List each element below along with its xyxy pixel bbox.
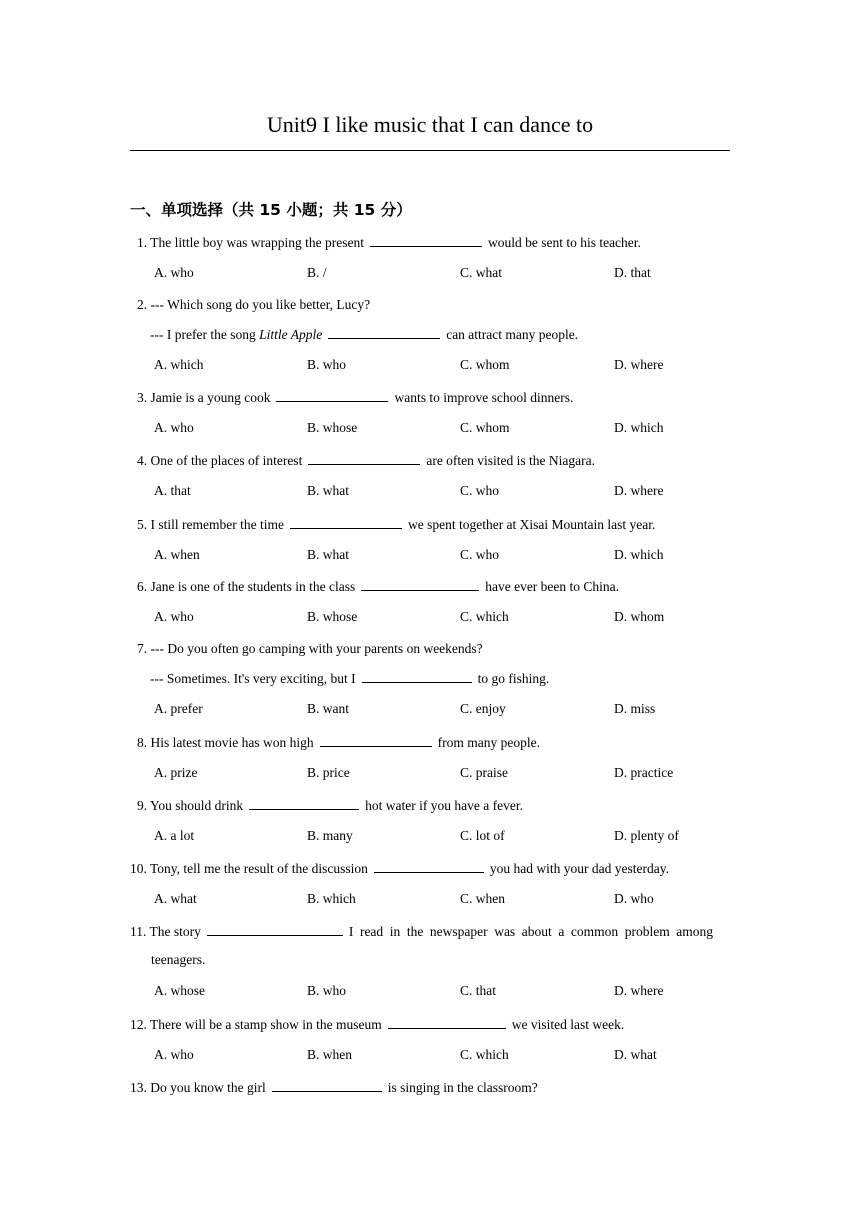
stem-before-blank: 11. The story [130, 924, 201, 939]
page-title: Unit9 I like music that I can dance to [266, 112, 594, 137]
question-stem [137, 234, 641, 251]
stem-after-blank: wants to improve school dinners. [394, 390, 574, 405]
stem-before-blank: 1. The little boy was wrapping the present [137, 235, 364, 250]
question-stem [137, 734, 540, 751]
option-a[interactable]: A. what [154, 891, 197, 906]
option-b[interactable]: B. / [307, 265, 327, 280]
question-stem [137, 516, 655, 533]
question-stem [137, 797, 523, 814]
stem-after-blank: you had with your dad yesterday. [489, 861, 669, 876]
stem-before-blank: 5. I still remember the time [137, 517, 284, 532]
option-c[interactable]: C. which [460, 1047, 509, 1062]
answer-blank[interactable] [320, 734, 432, 747]
option-a[interactable]: A. who [154, 420, 194, 435]
option-b[interactable]: B. price [307, 765, 350, 780]
option-c[interactable]: C. whom [460, 357, 510, 372]
stem-after-blank: can attract many people. [446, 327, 579, 342]
question-stem [150, 326, 578, 343]
option-d[interactable]: D. which [614, 547, 664, 562]
option-a[interactable]: A. which [154, 357, 204, 372]
stem-before-blank: 6. Jane is one of the students in the class [137, 579, 356, 594]
stem-before-blank: 8. His latest movie has won high [137, 735, 314, 750]
option-c[interactable]: C. what [460, 265, 502, 280]
option-b[interactable]: B. which [307, 891, 356, 906]
option-c[interactable]: C. when [460, 891, 505, 906]
question-stem [130, 860, 669, 877]
stem-before-blank: 10. Tony, tell me the result of the discussion [130, 861, 368, 876]
stem-after-blank: we visited last week. [511, 1017, 625, 1032]
option-a[interactable]: A. whose [154, 983, 205, 998]
option-b[interactable]: B. whose [307, 420, 358, 435]
question-stem [130, 1079, 538, 1096]
stem-before-blank: 9. You should drink [137, 798, 244, 813]
question-stem [130, 923, 731, 940]
option-d[interactable]: D. plenty of [614, 828, 679, 843]
option-a[interactable]: A. when [154, 547, 200, 562]
stem-after-blank: from many people. [437, 735, 540, 750]
option-c[interactable]: C. whom [460, 420, 510, 435]
answer-blank[interactable] [388, 1016, 506, 1029]
stem-after-blank: hot water if you have a fever. [365, 798, 523, 813]
answer-blank[interactable] [370, 234, 482, 247]
song-title: Little Apple [259, 327, 323, 342]
answer-blank[interactable] [272, 1079, 382, 1092]
option-a[interactable]: A. prefer [154, 701, 203, 716]
option-d[interactable]: D. practice [614, 765, 674, 780]
answer-blank[interactable] [207, 923, 343, 936]
question-prompt-line: 2. --- Which song do you like better, Lucy? [137, 297, 371, 312]
option-c[interactable]: C. which [460, 609, 509, 624]
stem-before-blank: 12. There will be a stamp show in the museum [130, 1017, 382, 1032]
option-d[interactable]: D. whom [614, 609, 665, 624]
stem-before-blank: 4. One of the places of interest [137, 453, 303, 468]
option-c[interactable]: C. who [460, 547, 500, 562]
option-d[interactable]: D. where [614, 357, 664, 372]
answer-blank[interactable] [276, 389, 388, 402]
option-a[interactable]: A. who [154, 265, 194, 280]
stem-after-blank: would be sent to his teacher. [487, 235, 641, 250]
option-a[interactable]: A. that [154, 483, 191, 498]
option-d[interactable]: D. that [614, 265, 651, 280]
option-c[interactable]: C. lot of [460, 828, 505, 843]
answer-blank[interactable] [290, 516, 402, 529]
option-c[interactable]: C. that [460, 983, 496, 998]
question-stem [137, 452, 595, 469]
stem-after-blank: is singing in the classroom? [387, 1080, 538, 1095]
stem-before-blank: 3. Jamie is a young cook [137, 390, 271, 405]
option-a[interactable]: A. who [154, 1047, 194, 1062]
option-b[interactable]: B. who [307, 357, 347, 372]
option-b[interactable]: B. many [307, 828, 353, 843]
option-b[interactable]: B. what [307, 483, 349, 498]
question-prompt-line: 7. --- Do you often go camping with your parents on weekends? [137, 641, 483, 656]
option-d[interactable]: D. where [614, 483, 664, 498]
option-d[interactable]: D. who [614, 891, 654, 906]
question-stem [150, 670, 549, 687]
option-d[interactable]: D. where [614, 983, 664, 998]
option-b[interactable]: B. what [307, 547, 349, 562]
option-d[interactable]: D. which [614, 420, 664, 435]
question-continuation: teenagers. [151, 952, 206, 967]
stem-before-blank: 13. Do you know the girl [130, 1080, 266, 1095]
answer-blank[interactable] [249, 797, 359, 810]
answer-blank[interactable] [328, 326, 440, 339]
stem-after-blank: have ever been to China. [485, 579, 620, 594]
option-a[interactable]: A. prize [154, 765, 198, 780]
option-a[interactable]: A. a lot [154, 828, 195, 843]
answer-blank[interactable] [361, 578, 479, 591]
option-c[interactable]: C. enjoy [460, 701, 506, 716]
question-stem [137, 578, 619, 595]
answer-blank[interactable] [374, 860, 484, 873]
option-d[interactable]: D. what [614, 1047, 657, 1062]
stem-after-blank: are often visited is the Niagara. [426, 453, 596, 468]
stem-before-blank: --- Sometimes. It's very exciting, but I [150, 671, 356, 686]
option-d[interactable]: D. miss [614, 701, 656, 716]
question-stem [137, 389, 573, 406]
stem-after-blank: we spent together at Xisai Mountain last year. [407, 517, 656, 532]
option-a[interactable]: A. who [154, 609, 194, 624]
section-heading: 一、单项选择（共 15 小题；共 15 分） [130, 201, 412, 219]
stem-before-blank: --- I prefer the song [150, 327, 256, 342]
answer-blank[interactable] [308, 452, 420, 465]
stem-after-blank: I read in the newspaper was about a common problem among [348, 924, 714, 939]
option-b[interactable]: B. whose [307, 609, 358, 624]
question-stem [130, 1016, 624, 1033]
option-b[interactable]: B. when [307, 1047, 352, 1062]
option-b[interactable]: B. want [307, 701, 349, 716]
option-c[interactable]: C. praise [460, 765, 508, 780]
option-c[interactable]: C. who [460, 483, 500, 498]
option-b[interactable]: B. who [307, 983, 347, 998]
answer-blank[interactable] [362, 670, 472, 683]
stem-after-blank: to go fishing. [477, 671, 550, 686]
title-rule [130, 150, 730, 151]
